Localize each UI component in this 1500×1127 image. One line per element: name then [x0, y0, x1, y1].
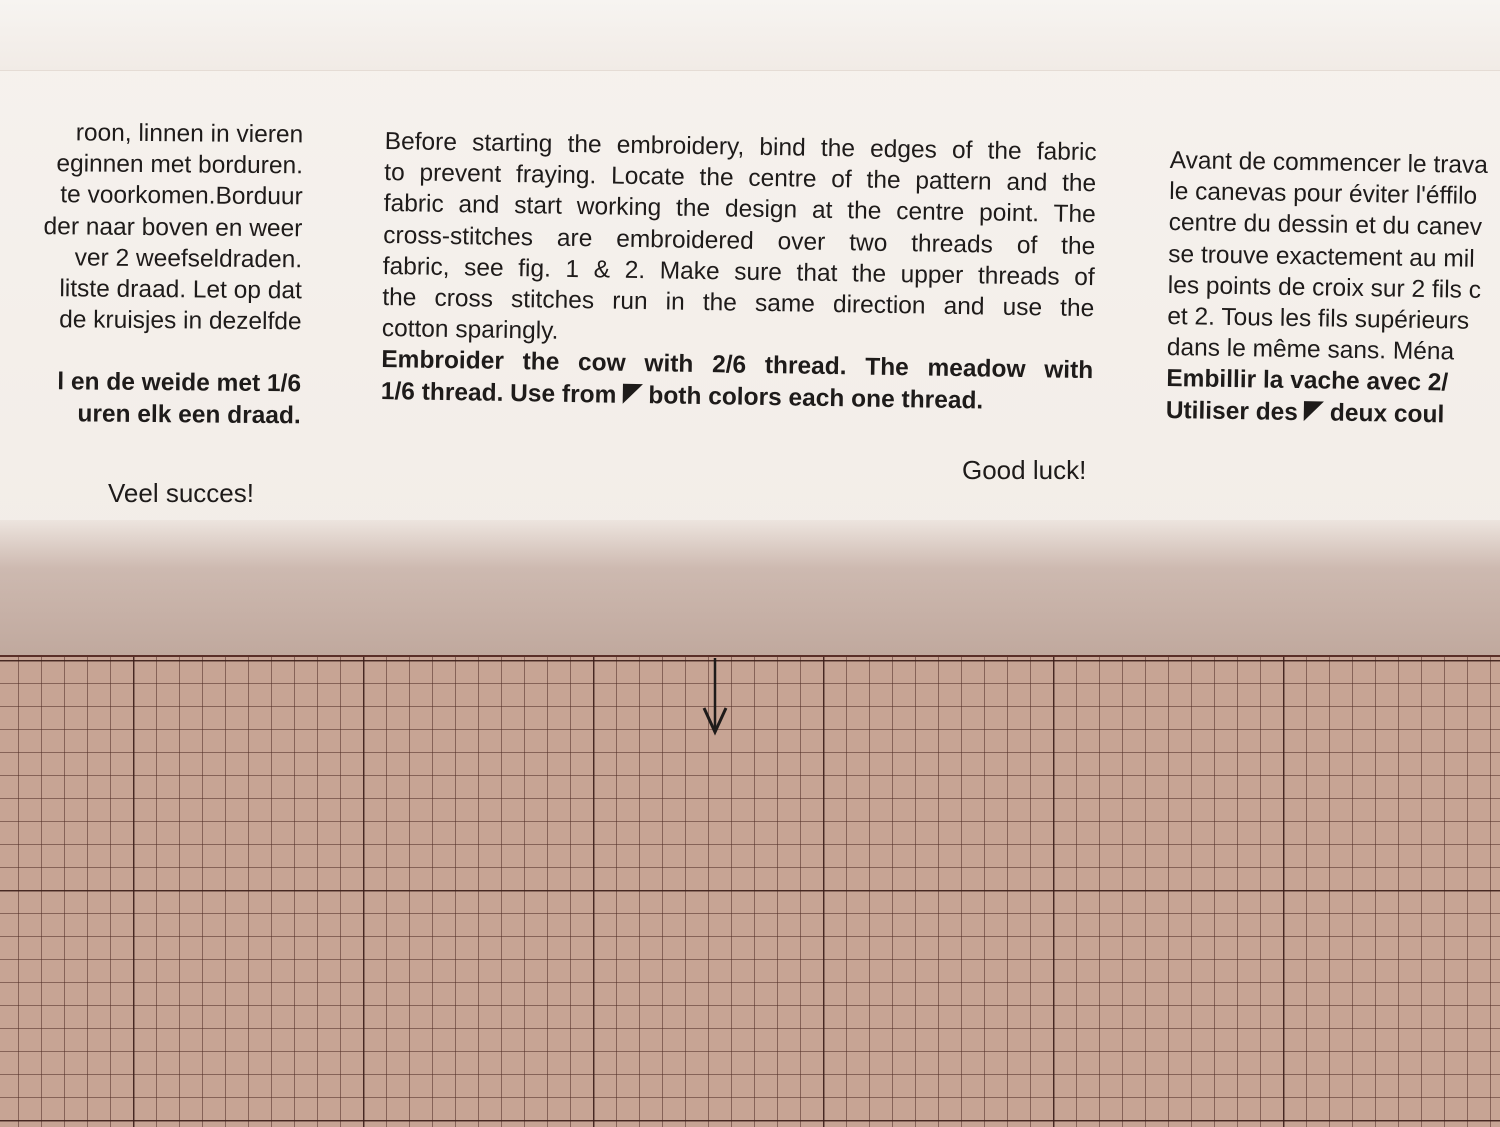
french-line: dans le même sans. Ména [1166, 334, 1455, 366]
french-line: centre du dessin et du canev [1168, 209, 1483, 242]
dutch-line: ver 2 weefseldraden. [74, 244, 303, 274]
dutch-line: te voorkomen.Borduur [60, 181, 303, 211]
dutch-line: litste draad. Let op dat [59, 275, 302, 305]
dutch-line: roon, linnen in vieren [75, 119, 304, 149]
page-shadow [0, 520, 1500, 660]
french-bold-text: deux coul [1329, 399, 1445, 428]
cross-stitch-grid [0, 655, 1500, 1127]
french-line: et 2. Tous les fils supérieurs [1167, 302, 1470, 335]
english-line: cross-stitches are embroidered over two threads of the [383, 221, 1096, 260]
english-bold-text: 1/6 thread. Use from [380, 377, 617, 409]
english-line: Before starting the embroidery, bind the edges of the fabric [384, 127, 1097, 167]
dutch-bold-line: uren elk een draad. [77, 400, 301, 429]
english-column [381, 126, 1097, 418]
dutch-column [0, 117, 303, 432]
french-line: le canevas pour éviter l'éffilo [1169, 178, 1478, 211]
english-closing: Good luck! [962, 455, 1087, 485]
french-column [1166, 145, 1500, 431]
english-line: to prevent fraying. Locate the centre of the pattern and the [384, 159, 1097, 198]
dutch-line: der naar boven en weer [43, 212, 303, 242]
french-line: Avant de commencer le trava [1169, 146, 1489, 179]
page-fold [0, 0, 1500, 71]
down-arrow-icon [700, 658, 730, 738]
dutch-line: eginnen met borduren. [56, 150, 304, 180]
french-bold-text: Utiliser des [1165, 396, 1299, 426]
dutch-closing: Veel succes! [108, 478, 254, 508]
english-bold-line: Embroider the cow with 2/6 thread. The meadow with [381, 346, 1094, 385]
french-line: se trouve exactement au mil [1168, 240, 1475, 273]
dutch-bold-line: l en de weide met 1/6 [57, 368, 302, 398]
french-bold-line-2 [1166, 395, 1500, 432]
spacer [0, 335, 301, 369]
english-line: fabric and start working the design at the centre point. The [383, 190, 1096, 229]
english-line: cotton sparingly. [381, 315, 559, 345]
dutch-line: de kruisjes in dezelfde [59, 306, 302, 336]
french-bold-line: Embillir la vache avec 2/ [1166, 365, 1449, 397]
english-line: the cross stitches run in the same direction and use the [382, 283, 1095, 323]
french-line: les points de croix sur 2 fils c [1167, 271, 1482, 304]
half-triangle-icon [1304, 401, 1324, 421]
english-bold-text: both colors each one thread. [648, 381, 984, 415]
half-triangle-icon [622, 383, 642, 403]
english-line: fabric, see fig. 1 & 2. Make sure that the upper threads of [382, 252, 1095, 291]
